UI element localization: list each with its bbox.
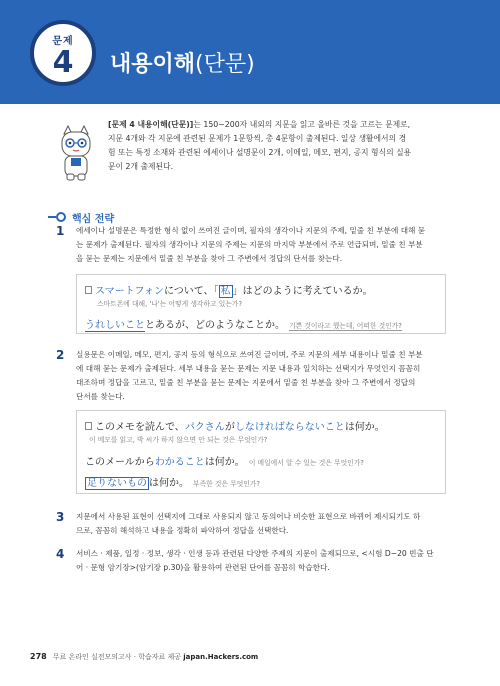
keyword: しなければならないこと bbox=[234, 422, 345, 433]
keyword-box: 私 bbox=[220, 286, 231, 297]
item-line: 어 · 문형 암기장>(암기장 p.30)을 활용하여 관련된 단어를 꼼꼼히 학습한다. bbox=[76, 563, 330, 572]
example-translation: 이 메일에서 알 수 있는 것은 무엇인가? bbox=[248, 459, 364, 467]
item-number: 3 bbox=[56, 510, 65, 524]
footer-text: 무료 온라인 실전모의고사 · 학습자료 제공 bbox=[52, 653, 182, 661]
text: 」はどのように考えているか。 bbox=[232, 286, 373, 297]
item-line: 대조하며 정답을 고르고, 밑줄 친 부분을 묻는 문제는 지문에서 밑줄 친 부분을 찾아 그 주변에서 정답의 bbox=[76, 378, 416, 387]
intro-line: 지문 4개와 각 지문에 관련된 문제가 1문항씩, 총 4문항이 출제된다. 일상 생활에서의 경 bbox=[108, 134, 407, 143]
footer-site: japan.Hackers.com bbox=[183, 653, 259, 661]
circle-bullet-icon bbox=[56, 212, 66, 222]
keyword: うれしいこと bbox=[85, 320, 145, 331]
title-sub: (단문) bbox=[195, 52, 255, 77]
intro-line: 는 150~200자 내외의 지문을 읽고 올바른 것을 고르는 문제로, bbox=[193, 120, 411, 129]
document-icon bbox=[85, 286, 92, 294]
intro-line: 험 또는 특정 소재와 관련된 에세이나 설명문이 2개, 이메일, 메모, 편지, 공지 형식의 실용 bbox=[108, 148, 412, 157]
example-box bbox=[76, 274, 446, 334]
intro-section bbox=[56, 118, 448, 198]
item-number: 4 bbox=[56, 547, 65, 561]
keyword: スマートフォン bbox=[95, 286, 164, 297]
keyword-box: 足りないもの bbox=[87, 478, 147, 489]
example-translation: 부족한 것은 무엇인가? bbox=[193, 480, 261, 488]
heading-line bbox=[48, 216, 56, 218]
keyword: わかること bbox=[154, 457, 205, 468]
item-line: 서비스 · 제품, 일정 · 정보, 생각 · 인생 등과 관련된 다양한 주제의 지문이 출제되므로, <시험 D−20 빈출 단 bbox=[76, 549, 434, 558]
item-text bbox=[76, 224, 448, 266]
item-text bbox=[76, 348, 448, 404]
example-translation: 기쁜 것이라고 했는데, 어떠한 것인가? bbox=[289, 322, 402, 330]
item-line: 므로, 꼼꼼히 해석하고 내용을 정확히 파악하여 정답을 선택한다. bbox=[76, 526, 289, 535]
intro-text bbox=[108, 118, 448, 174]
example-question bbox=[85, 453, 364, 468]
page-header bbox=[0, 0, 500, 104]
item-number: 2 bbox=[56, 348, 65, 362]
item-line: 는 문제가 출제된다. 필자의 생각이나 지문의 주제는 지문의 마지막 부분에서 주로 언급되며, 밑줄 친 부분 bbox=[76, 240, 423, 249]
item-text bbox=[76, 510, 448, 538]
mascot-icon bbox=[56, 124, 96, 184]
item-line: 단서를 찾는다. bbox=[76, 392, 125, 401]
page-footer bbox=[30, 652, 258, 662]
example-question bbox=[85, 282, 373, 297]
intro-bold: [문제 4 내용이해(단문)] bbox=[108, 120, 194, 129]
text: について、「 bbox=[164, 286, 219, 297]
item-line: 지문에서 사용된 표현이 선택지에 그대로 사용되지 않고 동의어나 비슷한 표현으로 바뀌어 제시되기도 하 bbox=[76, 512, 421, 521]
item-line: 실용문은 이메일, 메모, 편지, 공지 등의 형식으로 쓰여진 글이며, 주로 지문의 세부 내용이나 밑줄 친 부분 bbox=[76, 350, 423, 359]
title-main: 내용이해 bbox=[110, 52, 196, 77]
item-line: 을 묻는 문제는 지문에서 밑줄 친 부분을 찾아 그 주변에서 정답의 단서를 찾는다. bbox=[76, 254, 343, 263]
text: は何か。 bbox=[204, 457, 245, 468]
item-text bbox=[76, 547, 448, 575]
intro-line: 문이 2개 출제된다. bbox=[108, 162, 174, 171]
page-title bbox=[110, 47, 255, 78]
text: が bbox=[224, 422, 235, 433]
badge-label: 문제 bbox=[52, 36, 74, 47]
example-translation: 이 메모를 읽고, 박 씨가 하지 않으면 안 되는 것은 무엇인가? bbox=[89, 436, 268, 444]
page-number: 278 bbox=[30, 652, 47, 661]
text: このメールから bbox=[85, 457, 155, 468]
example-question bbox=[85, 316, 402, 331]
document-icon bbox=[85, 422, 92, 430]
strategy-title: 핵심 전략 bbox=[72, 214, 115, 225]
text: は何か。 bbox=[344, 422, 385, 433]
item-line: 에세이나 설명문은 특정한 형식 없이 쓰여진 글이며, 필자의 생각이나 지문의 주제, 밑줄 친 부분에 대해 묻 bbox=[76, 226, 426, 235]
example-question bbox=[85, 474, 260, 489]
problem-badge bbox=[30, 20, 96, 86]
item-line: 에 대해 묻는 문제가 출제된다. 세부 내용을 묻는 문제는 지문 내용과 일치하는 선택지가 무엇인지 꼼꼼히 bbox=[76, 364, 421, 373]
text: とあるが、どのようなことか。 bbox=[145, 320, 285, 331]
keyword: パクさん bbox=[184, 422, 225, 433]
example-question bbox=[85, 418, 385, 433]
text: は何か。 bbox=[149, 478, 189, 489]
item-number: 1 bbox=[56, 224, 65, 238]
example-translation: 스마트폰에 대해, '나'는 어떻게 생각하고 있는가? bbox=[97, 300, 243, 308]
example-box bbox=[76, 410, 446, 494]
text: このメモを読んで、 bbox=[95, 422, 185, 433]
badge-number: 4 bbox=[52, 45, 74, 80]
